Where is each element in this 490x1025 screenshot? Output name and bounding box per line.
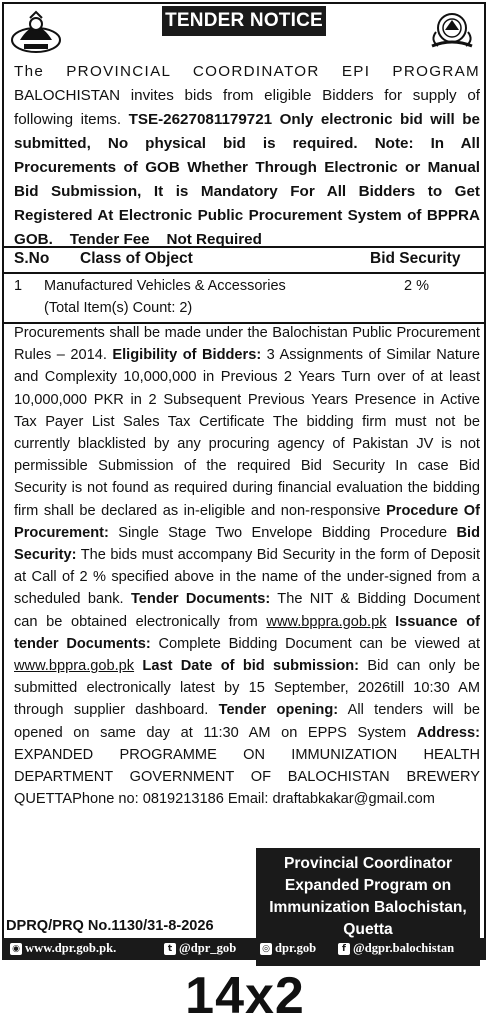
address-text: EXPANDED PROGRAMME ON IMMUNIZATION HEALTH DEPARTMENT GOVERNMENT OF BALOCHISTAN BREWERY QUETTA [14,746,480,808]
procedure-label: Procedure Of Procurement: [14,502,480,541]
table-header [4,248,484,274]
procedure-text: Single Stage Two Envelope Bidding Procedure [118,524,448,541]
row-security: 2 % [404,278,429,294]
eligibility-label: Eligibility of Bidders: [112,347,262,364]
body-paragraph [14,322,480,810]
globe-icon: ◉ [10,943,22,955]
items-table [4,246,484,324]
tender-documents-text: The NIT & Bidding Document can be obtained electronically from [14,591,481,630]
tender-documents-label: Tender Documents: [130,591,271,608]
balochistan-emblem-icon [10,10,62,54]
issuance-label: Issuance of tender Documents: [14,613,480,652]
tender-opening-label: Tender opening: [218,702,339,719]
bid-security-label: Bid Security: [14,524,480,564]
footer-instagram[interactable] [260,941,316,956]
government-seal-icon [426,10,478,54]
header-sno: S.No [14,250,50,267]
row-sno: 1 [14,278,23,294]
ad-size-label: 14x2 [185,967,305,1025]
issuance-text: Complete Bidding Document can be viewed at [158,635,481,652]
bid-security-text: The bids must accompany Bid Security in the form of Deposit at Call of 2 % specified above in the name of the under-signed from a scheduled bank. [14,547,481,608]
tender-opening-text: All tenders will be opened on same day at 11:30 AM on EPPS System [14,702,481,741]
facebook-text: @dgpr.balochistan [353,941,455,955]
instagram-text: dpr.gob [275,941,317,955]
last-date-text: Bid can only be submitted electronically latest by 15 September, 2026till 10:30 AM through supplier dashboard. [14,658,480,719]
bppra-link-2[interactable]: www.bppra.gob.pk [14,658,135,675]
footer-website[interactable] [10,941,116,956]
table-row [4,274,484,322]
tender-fee-label: Tender Fee [69,231,150,248]
footer-bar [2,938,486,960]
intro-bold-text: TSE-2627081179721 Only electronic bid will be submitted, No physical bid is required. Note: In All Procurements of GOB Whether Through Electronic or Manual Bid Submission, It is Mandatory For All Bidders to Get Registered At Electronic Public Procurement System of BPPRA GOB. [14,111,480,248]
header-security: Bid Security [370,250,461,267]
last-date-label: Last Date of bid submission: [142,658,360,675]
tender-notice [2,2,486,958]
header-class: Class of Object [80,250,193,267]
dprq-number: DPRQ/PRQ No.1130/31-8-2026 [6,918,214,934]
page-title: TENDER NOTICE [162,6,326,36]
intro-line1: The PROVINCIAL COORDINATOR EPI PROGRAM [14,63,480,80]
notice-header [4,4,484,56]
address-label: Address: [416,724,480,741]
website-text: www.dpr.gob.pk. [25,941,117,955]
intro-paragraph [14,60,480,252]
footer-twitter[interactable] [164,941,236,956]
signature-line3: Immunization Balochistan, [269,899,467,916]
row-count: (Total Item(s) Count: 2) [44,300,193,316]
intro-text: BALOCHISTAN invites bids from eligible Bidders for supply of following items. [14,87,480,128]
footer-facebook[interactable] [338,941,454,956]
bppra-link[interactable]: www.bppra.gob.pk [266,613,387,630]
contact-text: Phone no: 0819213186 Email: draftabkakar@gmail.com [72,791,435,808]
twitter-text: @dpr_gob [179,941,237,955]
instagram-icon: ◎ [260,943,272,955]
row-class: Manufactured Vehicles & Accessories [44,278,286,294]
facebook-icon: f [338,943,350,955]
rules-text: Procurements shall be made under the Balochistan Public Procurement Rules – 2014. [14,325,480,364]
twitter-icon: t [164,943,176,955]
signature-line1: Provincial Coordinator [283,855,453,872]
signature-line4: Quetta [343,921,393,938]
tender-fee-value: Not Required [166,231,262,248]
signature-line2: Expanded Program on [284,877,452,894]
eligibility-text: 3 Assignments of Similar Nature and Complexity 10,000,000 in Previous 2 Years Turn over of at least 10,000,000 PKR in 2 Subsequent Previous Years Presence in Active Tax Payer List Sales Tax Certificate The bidding firm must not be currently blacklisted by any procuring agency of Pakistan JV is not permissible Submission of the required Bid Security In case Bid Security is not found as required during financial evaluation the bidding firm shall be declared as in-eligible and non-responsive [14,347,480,519]
